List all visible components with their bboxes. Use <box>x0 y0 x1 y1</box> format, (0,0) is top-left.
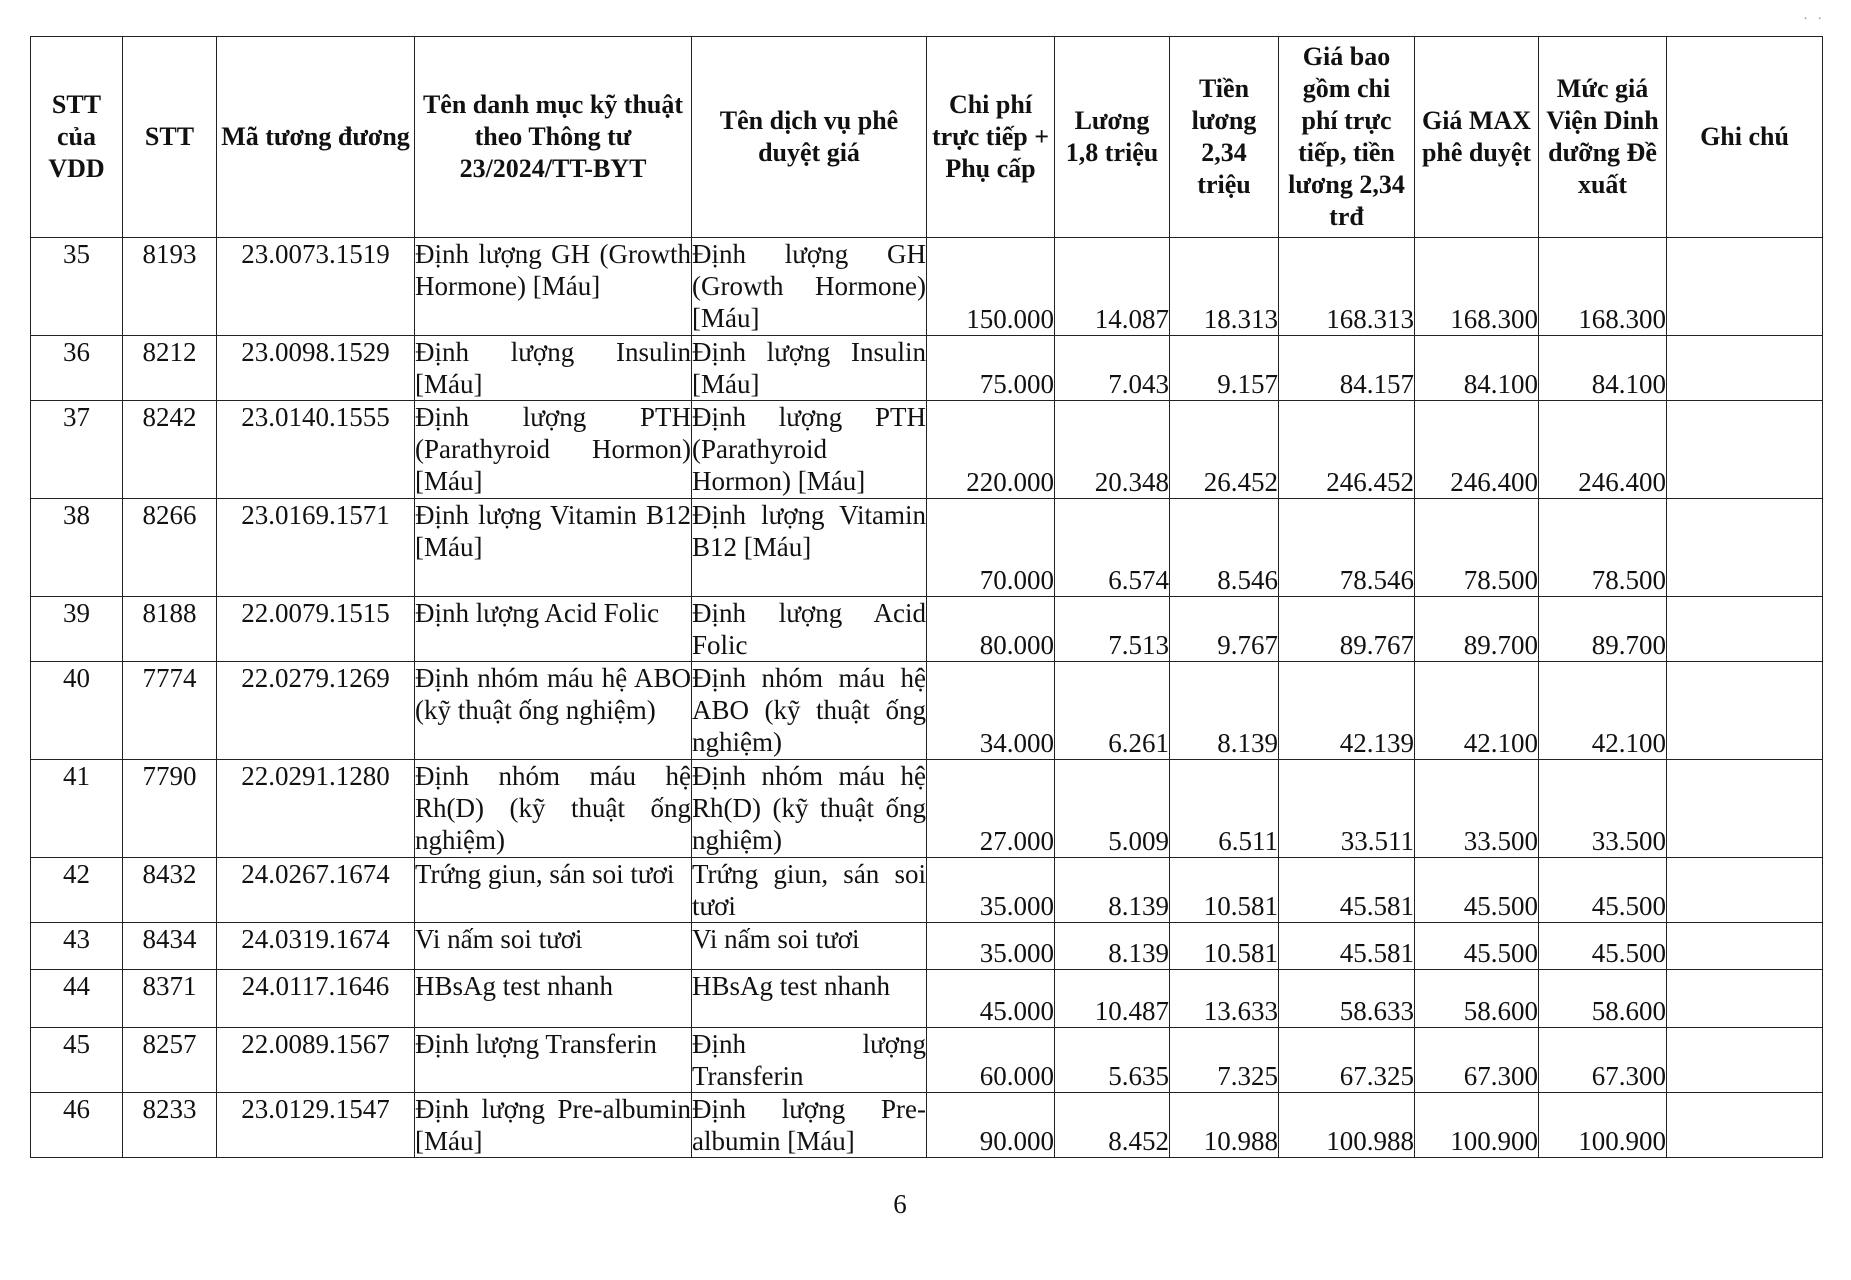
table-row <box>31 1093 1823 1158</box>
cell-price-including: 45.581 <box>1279 923 1415 970</box>
cell-stt: 8257 <box>123 1028 217 1093</box>
cell-stt-vdd: 37 <box>31 401 123 499</box>
cell-note <box>1667 970 1823 1028</box>
cell-salary-1-8: 5.009 <box>1055 760 1170 858</box>
cell-direct-cost: 90.000 <box>927 1093 1055 1158</box>
cell-proposed-price: 67.300 <box>1539 1028 1667 1093</box>
scan-artifact: · · <box>1803 12 1825 27</box>
cell-note <box>1667 1093 1823 1158</box>
cell-stt-vdd: 39 <box>31 597 123 662</box>
cell-service-name: Định lượng Pre-albumin [Máu] <box>692 1094 926 1156</box>
cell-direct-cost: 45.000 <box>927 970 1055 1028</box>
cell-max-price: 246.400 <box>1415 401 1539 499</box>
header-service-name: Tên dịch vụ phê duyệt giá <box>692 37 927 238</box>
header-proposed-price: Mức giá Viện Dinh dưỡng Đề xuất <box>1539 37 1667 238</box>
cell-stt: 8371 <box>123 970 217 1028</box>
cell-direct-cost: 80.000 <box>927 597 1055 662</box>
cell-service-name: Định lượng Insulin [Máu] <box>692 337 926 399</box>
cell-note <box>1667 238 1823 336</box>
cell-price-including: 84.157 <box>1279 336 1415 401</box>
cell-technique-name: Định lượng GH (Growth Hormone) [Máu] <box>415 238 692 336</box>
table-row <box>31 336 1823 401</box>
header-technique-name: Tên danh mục kỹ thuật theo Thông tư 23/2024/TT-BYT <box>415 37 692 238</box>
cell-direct-cost: 150.000 <box>927 238 1055 336</box>
cell-equivalent-code: 23.0129.1547 <box>217 1093 415 1158</box>
cell-max-price: 58.600 <box>1415 970 1539 1028</box>
header-stt-vdd: STT của VDD <box>31 37 123 238</box>
cell-equivalent-code: 22.0291.1280 <box>217 760 415 858</box>
cell-service-name: Vi nấm soi tươi <box>692 923 927 970</box>
cell-proposed-price: 45.500 <box>1539 858 1667 923</box>
cell-max-price: 42.100 <box>1415 662 1539 760</box>
cell-note <box>1667 1028 1823 1093</box>
table-row <box>31 970 1823 1028</box>
cell-technique-name: HBsAg test nhanh <box>415 970 692 1028</box>
cell-service-name: Định lượng Transferin <box>692 1029 926 1091</box>
cell-direct-cost: 35.000 <box>927 923 1055 970</box>
cell-salary-2-34: 7.325 <box>1170 1028 1279 1093</box>
cell-proposed-price: 45.500 <box>1539 923 1667 970</box>
cell-stt: 8266 <box>123 499 217 597</box>
table-row <box>31 1028 1823 1093</box>
cell-service-name: Định lượng Vitamin B12 [Máu] <box>692 499 927 597</box>
cell-stt: 7774 <box>123 662 217 760</box>
cell-price-including: 58.633 <box>1279 970 1415 1028</box>
cell-proposed-price: 33.500 <box>1539 760 1667 858</box>
table-row <box>31 760 1823 858</box>
cell-max-price: 168.300 <box>1415 238 1539 336</box>
cell-stt-vdd: 42 <box>31 858 123 923</box>
cell-stt-vdd: 45 <box>31 1028 123 1093</box>
cell-salary-1-8: 8.139 <box>1055 923 1170 970</box>
cell-direct-cost: 220.000 <box>927 401 1055 499</box>
cell-max-price: 33.500 <box>1415 760 1539 858</box>
cell-price-including: 33.511 <box>1279 760 1415 858</box>
cell-salary-1-8: 7.513 <box>1055 597 1170 662</box>
table-row <box>31 597 1823 662</box>
cell-stt: 8432 <box>123 858 217 923</box>
cell-salary-1-8: 6.261 <box>1055 662 1170 760</box>
cell-max-price: 100.900 <box>1415 1093 1539 1158</box>
cell-salary-2-34: 10.581 <box>1170 858 1279 923</box>
cell-equivalent-code: 22.0079.1515 <box>217 597 415 662</box>
cell-equivalent-code: 23.0073.1519 <box>217 238 415 336</box>
cell-equivalent-code: 23.0169.1571 <box>217 499 415 597</box>
cell-proposed-price: 42.100 <box>1539 662 1667 760</box>
cell-max-price: 89.700 <box>1415 597 1539 662</box>
cell-salary-2-34: 8.546 <box>1170 499 1279 597</box>
cell-max-price: 78.500 <box>1415 499 1539 597</box>
cell-stt: 8212 <box>123 336 217 401</box>
cell-salary-1-8: 6.574 <box>1055 499 1170 597</box>
cell-direct-cost: 34.000 <box>927 662 1055 760</box>
cell-stt-vdd: 40 <box>31 662 123 760</box>
cell-salary-1-8: 7.043 <box>1055 336 1170 401</box>
cell-price-including: 78.546 <box>1279 499 1415 597</box>
cell-price-including: 67.325 <box>1279 1028 1415 1093</box>
cell-salary-1-8: 20.348 <box>1055 401 1170 499</box>
page-number: 6 <box>893 1189 907 1219</box>
cell-note <box>1667 336 1823 401</box>
cell-service-name: HBsAg test nhanh <box>692 970 927 1028</box>
cell-technique-name: Định lượng Acid Folic <box>415 597 692 662</box>
cell-salary-2-34: 6.511 <box>1170 760 1279 858</box>
cell-salary-2-34: 10.581 <box>1170 923 1279 970</box>
cell-service-name: Định lượng Acid Folic <box>692 598 926 660</box>
cell-direct-cost: 70.000 <box>927 499 1055 597</box>
cell-price-including: 246.452 <box>1279 401 1415 499</box>
cell-stt: 7790 <box>123 760 217 858</box>
table-row <box>31 238 1823 336</box>
table-row <box>31 499 1823 597</box>
cell-proposed-price: 58.600 <box>1539 970 1667 1028</box>
price-table <box>30 36 1823 1158</box>
cell-proposed-price: 78.500 <box>1539 499 1667 597</box>
cell-equivalent-code: 22.0279.1269 <box>217 662 415 760</box>
cell-stt-vdd: 43 <box>31 923 123 970</box>
cell-equivalent-code: 24.0267.1674 <box>217 858 415 923</box>
cell-service-name: Định lượng PTH (Parathyroid Hormon) [Máu] <box>692 401 927 499</box>
cell-note <box>1667 760 1823 858</box>
cell-equivalent-code: 22.0089.1567 <box>217 1028 415 1093</box>
cell-technique-name: Định lượng Pre-albumin [Máu] <box>415 1094 691 1156</box>
header-price-including: Giá bao gồm chi phí trực tiếp, tiền lương 2,34 trđ <box>1279 37 1415 238</box>
header-salary-1-8: Lương 1,8 triệu <box>1055 37 1170 238</box>
cell-technique-name: Định nhóm máu hệ Rh(D) (kỹ thuật ống nghiệm) <box>415 760 692 858</box>
cell-salary-1-8: 5.635 <box>1055 1028 1170 1093</box>
cell-technique-name: Trứng giun, sán soi tươi <box>415 858 692 923</box>
cell-stt-vdd: 44 <box>31 970 123 1028</box>
cell-price-including: 89.767 <box>1279 597 1415 662</box>
table-row <box>31 401 1823 499</box>
cell-service-name: Định lượng GH (Growth Hormone) [Máu] <box>692 238 927 336</box>
cell-stt: 8434 <box>123 923 217 970</box>
cell-equivalent-code: 24.0319.1674 <box>217 923 415 970</box>
cell-technique-name: Định lượng Transferin <box>415 1028 692 1093</box>
cell-proposed-price: 100.900 <box>1539 1093 1667 1158</box>
cell-stt: 8242 <box>123 401 217 499</box>
header-max-price: Giá MAX phê duyệt <box>1415 37 1539 238</box>
cell-stt-vdd: 36 <box>31 336 123 401</box>
cell-technique-name: Định lượng PTH (Parathyroid Hormon) [Máu] <box>415 401 692 499</box>
table-header-row <box>31 37 1823 238</box>
cell-max-price: 45.500 <box>1415 858 1539 923</box>
cell-salary-1-8: 14.087 <box>1055 238 1170 336</box>
cell-technique-name: Định lượng Insulin [Máu] <box>415 337 691 399</box>
cell-note <box>1667 923 1823 970</box>
cell-stt-vdd: 46 <box>31 1093 123 1158</box>
cell-salary-2-34: 8.139 <box>1170 662 1279 760</box>
header-equivalent-code: Mã tương đương <box>217 37 415 238</box>
cell-service-name: Định nhóm máu hệ Rh(D) (kỹ thuật ống nghiệm) <box>692 760 927 858</box>
cell-service-name: Định nhóm máu hệ ABO (kỹ thuật ống nghiệm) <box>692 662 927 760</box>
cell-price-including: 100.988 <box>1279 1093 1415 1158</box>
cell-proposed-price: 89.700 <box>1539 597 1667 662</box>
table-body <box>31 238 1823 1158</box>
header-stt: STT <box>123 37 217 238</box>
cell-stt-vdd: 38 <box>31 499 123 597</box>
cell-salary-2-34: 26.452 <box>1170 401 1279 499</box>
cell-equivalent-code: 23.0140.1555 <box>217 401 415 499</box>
cell-note <box>1667 597 1823 662</box>
cell-note <box>1667 401 1823 499</box>
cell-proposed-price: 84.100 <box>1539 336 1667 401</box>
table-row <box>31 662 1823 760</box>
cell-direct-cost: 35.000 <box>927 858 1055 923</box>
cell-salary-1-8: 10.487 <box>1055 970 1170 1028</box>
cell-salary-2-34: 10.988 <box>1170 1093 1279 1158</box>
cell-stt: 8193 <box>123 238 217 336</box>
cell-salary-1-8: 8.452 <box>1055 1093 1170 1158</box>
cell-stt-vdd: 35 <box>31 238 123 336</box>
cell-proposed-price: 246.400 <box>1539 401 1667 499</box>
cell-direct-cost: 75.000 <box>927 336 1055 401</box>
cell-technique-name: Định lượng Vitamin B12 [Máu] <box>415 499 692 597</box>
cell-equivalent-code: 24.0117.1646 <box>217 970 415 1028</box>
cell-max-price: 67.300 <box>1415 1028 1539 1093</box>
cell-stt: 8188 <box>123 597 217 662</box>
cell-note <box>1667 858 1823 923</box>
cell-stt: 8233 <box>123 1093 217 1158</box>
header-note: Ghi chú <box>1667 37 1823 238</box>
table-row <box>31 923 1823 970</box>
header-salary-2-34: Tiền lương 2,34 triệu <box>1170 37 1279 238</box>
cell-salary-2-34: 18.313 <box>1170 238 1279 336</box>
cell-salary-1-8: 8.139 <box>1055 858 1170 923</box>
cell-price-including: 168.313 <box>1279 238 1415 336</box>
cell-price-including: 45.581 <box>1279 858 1415 923</box>
cell-direct-cost: 60.000 <box>927 1028 1055 1093</box>
cell-max-price: 84.100 <box>1415 336 1539 401</box>
cell-direct-cost: 27.000 <box>927 760 1055 858</box>
cell-proposed-price: 168.300 <box>1539 238 1667 336</box>
cell-price-including: 42.139 <box>1279 662 1415 760</box>
cell-note <box>1667 499 1823 597</box>
cell-salary-2-34: 13.633 <box>1170 970 1279 1028</box>
cell-stt-vdd: 41 <box>31 760 123 858</box>
cell-salary-2-34: 9.157 <box>1170 336 1279 401</box>
header-direct-cost: Chi phí trực tiếp + Phụ cấp <box>927 37 1055 238</box>
cell-technique-name: Vi nấm soi tươi <box>415 923 692 970</box>
cell-note <box>1667 662 1823 760</box>
cell-service-name: Trứng giun, sán soi tươi <box>692 859 926 921</box>
cell-equivalent-code: 23.0098.1529 <box>217 336 415 401</box>
cell-salary-2-34: 9.767 <box>1170 597 1279 662</box>
cell-technique-name: Định nhóm máu hệ ABO (kỹ thuật ống nghiệm) <box>415 662 692 760</box>
cell-max-price: 45.500 <box>1415 923 1539 970</box>
table-row <box>31 858 1823 923</box>
